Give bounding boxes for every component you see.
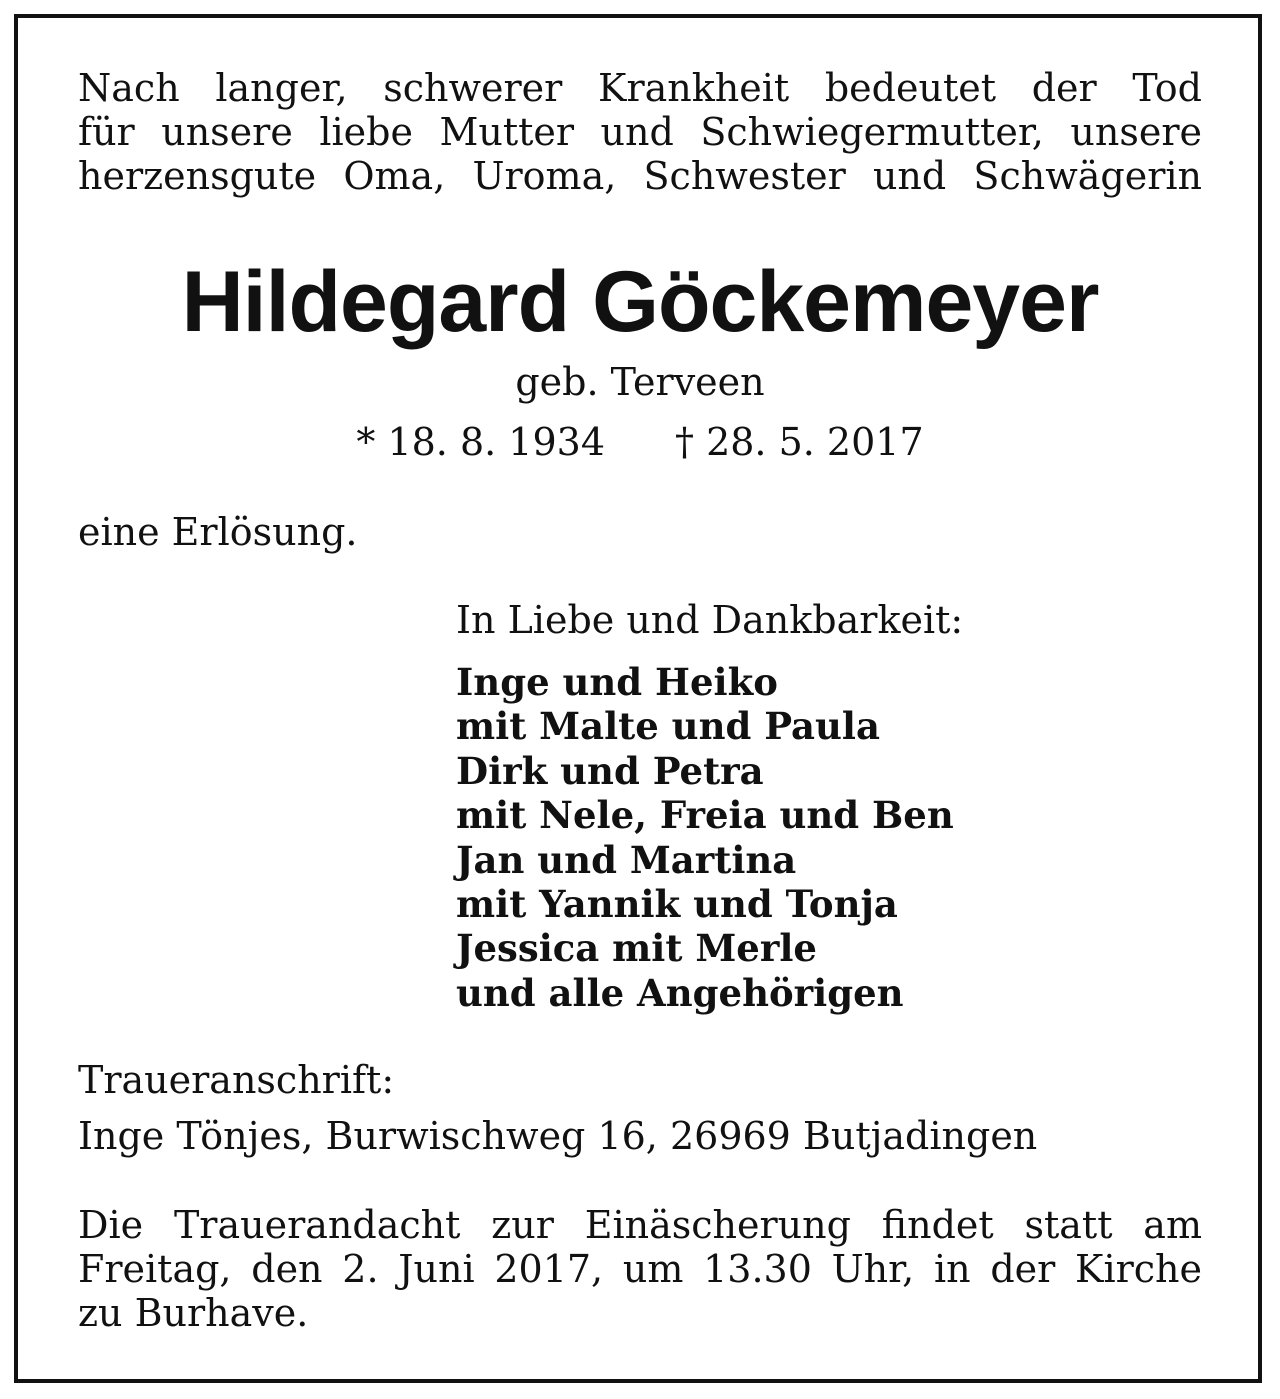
mourner-line: mit Nele, Freia und Ben xyxy=(456,793,954,838)
mourner-line: mit Malte und Paula xyxy=(456,704,880,749)
death-date: † 28. 5. 2017 xyxy=(675,420,924,464)
intro-text xyxy=(78,66,1202,198)
release-text: eine Erlösung. xyxy=(78,510,358,554)
mourner-line: und alle Angehörigen xyxy=(456,970,904,1015)
service-line-2: Freitag, den 2. Juni 2017, um 13.30 Uhr, in der Kirche xyxy=(78,1247,1202,1291)
mourners-heading: In Liebe und Dankbarkeit: xyxy=(456,598,964,642)
birth-date: * 18. 8. 1934 xyxy=(356,420,605,464)
mourner-line: Dirk und Petra xyxy=(456,748,764,793)
intro-line-1: Nach langer, schwerer Krankheit bedeutet der Tod xyxy=(78,66,1202,110)
service-text xyxy=(78,1203,1202,1335)
mourner-line: mit Yannik und Tonja xyxy=(456,882,898,927)
life-dates xyxy=(0,420,1280,464)
intro-line-3: herzensgute Oma, Uroma, Schwester und Schwägerin xyxy=(78,154,1202,198)
intro-line-2: für unsere liebe Mutter und Schwiegermutter, unsere xyxy=(78,110,1202,154)
mourner-line: Jan und Martina xyxy=(456,837,797,882)
maiden-name: geb. Terveen xyxy=(515,360,765,404)
mourner-line: Inge und Heiko xyxy=(456,660,778,704)
mourners-list xyxy=(456,660,954,1015)
service-line-3: zu Burhave. xyxy=(78,1291,309,1335)
address-value: Inge Tönjes, Burwischweg 16, 26969 Butjadingen xyxy=(78,1114,1038,1158)
deceased-name: Hildegard Göckemeyer xyxy=(181,254,1099,350)
service-line-1: Die Trauerandacht zur Einäscherung findet statt am xyxy=(78,1203,1202,1247)
address-label: Traueranschrift: xyxy=(78,1058,395,1102)
mourner-line: Jessica mit Merle xyxy=(456,926,817,971)
